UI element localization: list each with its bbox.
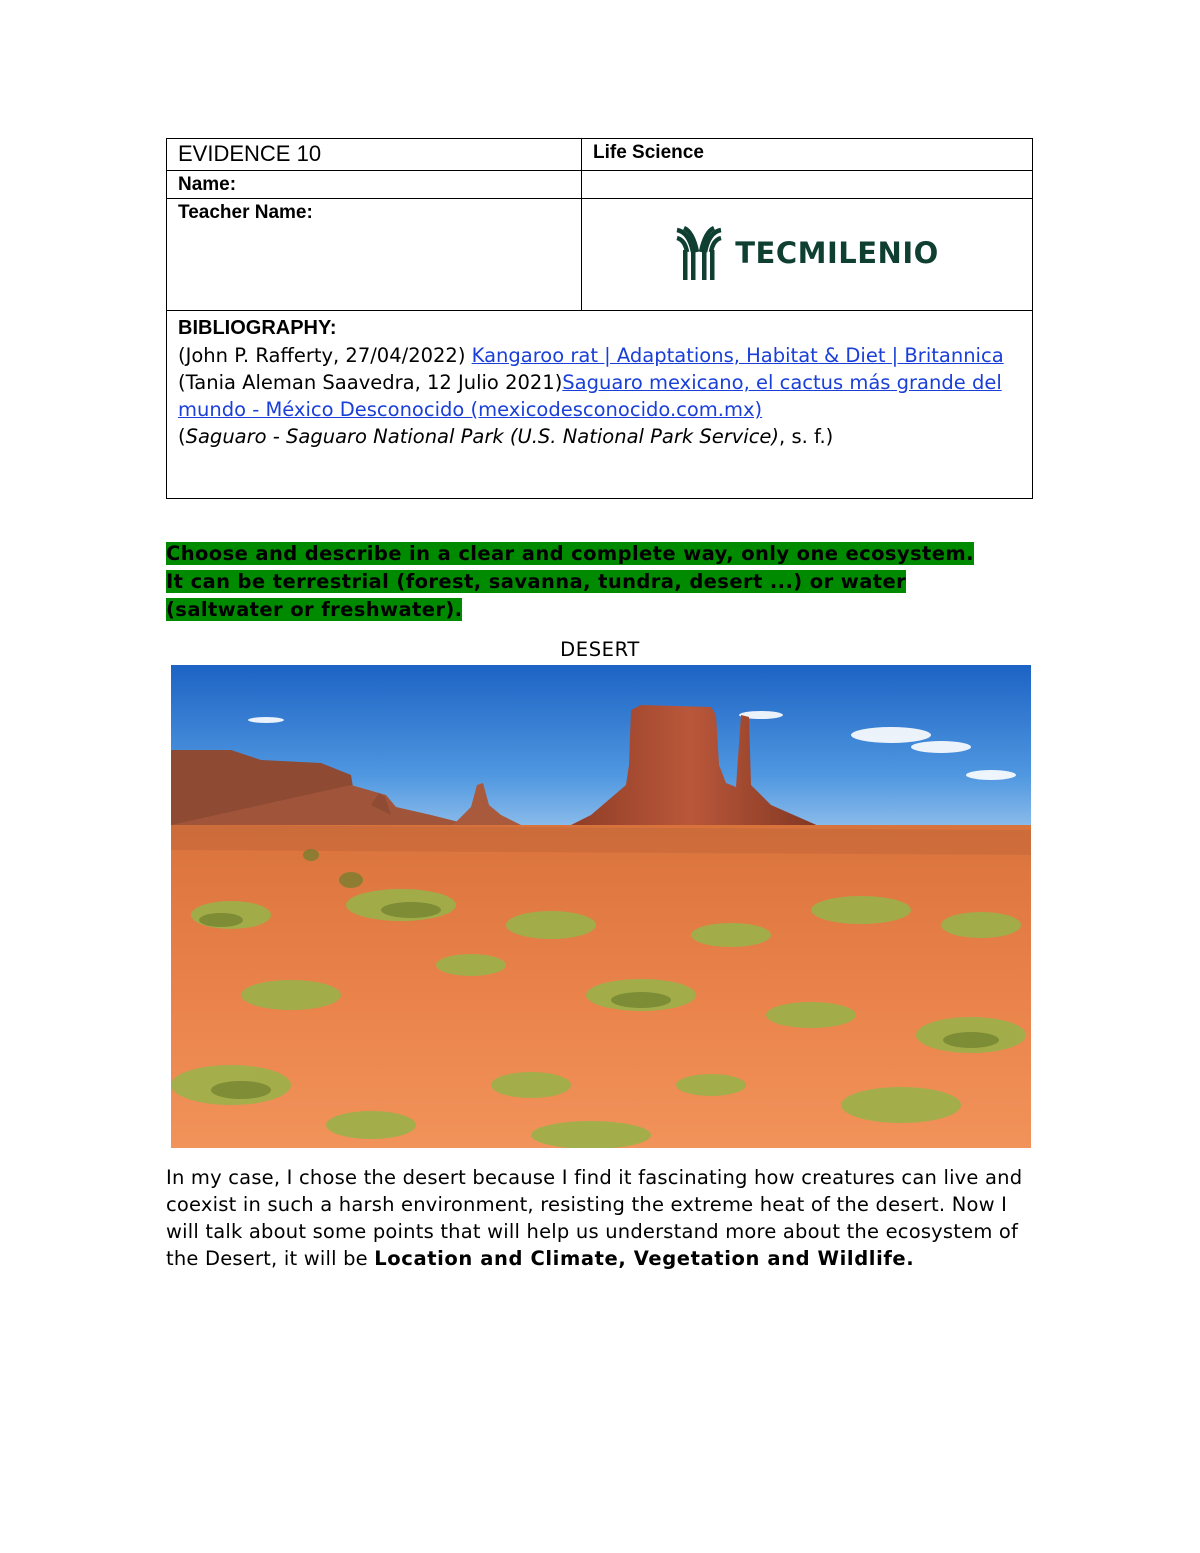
entry2-citation: (Tania Aleman Saavedra, 12 Julio 2021) (178, 371, 563, 394)
logo-text: TECMILENIO (735, 235, 939, 270)
entry1-link[interactable]: Kangaroo rat | Adaptations, Habitat & Diet | Britannica (471, 344, 1004, 367)
entry3-title: Saguaro - Saguaro National Park (U.S. National Park Service) (185, 425, 780, 448)
ecosystem-title: DESERT (560, 638, 640, 661)
intro-text: In my case, I chose the desert because I find it fascinating how creatures can live and coexist in such a harsh environment, resisting the extreme heat of the desert. Now I will talk about some points that will help us understand more about the ecosystem of the Desert, it will be (166, 1166, 1023, 1270)
subject-cell (582, 139, 1033, 171)
name-label: Name: (178, 174, 237, 195)
intro-bold-topics: Location and Climate, Vegetation and Wildlife. (374, 1247, 915, 1270)
teacher-label: Teacher Name: (178, 202, 313, 223)
logo-cell (582, 199, 1033, 311)
name-value-cell (582, 171, 1033, 199)
subject-label: Life Science (593, 142, 704, 163)
bibliography-entry (178, 369, 1021, 423)
bibliography-cell (167, 311, 1033, 499)
entry3-open: ( (178, 425, 186, 448)
tecmilenio-emblem-icon (675, 226, 723, 280)
bibliography-heading: BIBLIOGRAPHY: (178, 317, 337, 339)
desert-landscape-image (171, 665, 1031, 1148)
header-table (166, 138, 1033, 499)
tecmilenio-logo (582, 199, 1032, 306)
bibliography-entry (178, 342, 1021, 369)
teacher-cell (167, 199, 582, 311)
intro-paragraph (166, 1164, 1036, 1272)
desert-photo (171, 665, 1031, 1148)
evidence-title: EVIDENCE 10 (178, 141, 322, 166)
evidence-cell (167, 139, 582, 171)
entry1-citation: (John P. Rafferty, 27/04/2022) (178, 344, 472, 367)
prompt-line-2: It can be terrestrial (forest, savanna, tundra, desert ...) or water (166, 570, 907, 593)
assignment-prompt (166, 540, 1046, 624)
bibliography (178, 313, 1021, 450)
bibliography-entry (178, 423, 1021, 450)
entry3-rest: , s. f.) (779, 425, 834, 448)
entry2-link[interactable]: Saguaro mexicano, el cactus más grande del mundo - México Desconocido (mexicodesconocido.com.mx) (178, 371, 1002, 421)
name-cell (167, 171, 582, 199)
prompt-line-3: (saltwater or freshwater). (166, 598, 463, 621)
prompt-line-1: Choose and describe in a clear and complete way, only one ecosystem. (166, 542, 974, 565)
